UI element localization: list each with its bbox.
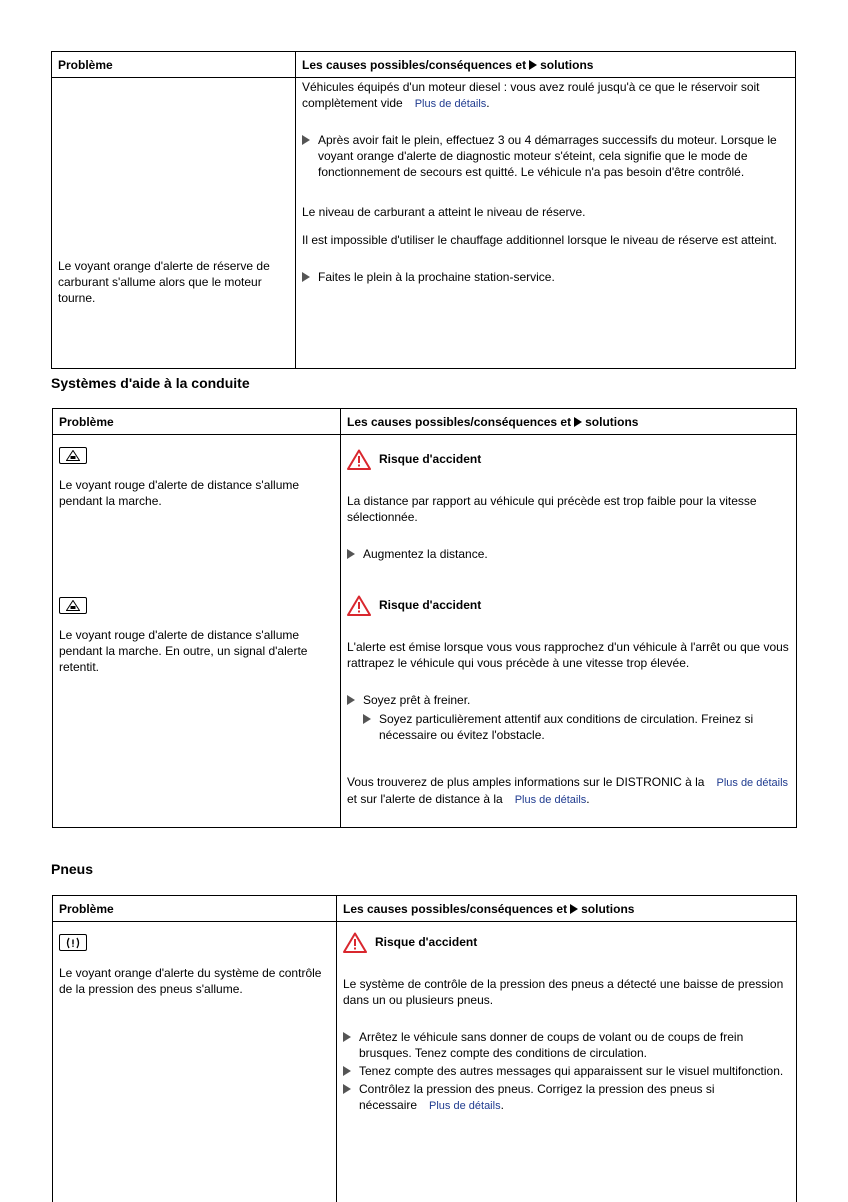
- arrow-right-icon: [574, 417, 582, 427]
- distance-warning-icon: [59, 597, 87, 614]
- problem-distance-light: Le voyant rouge d'alerte de distance s'allume pendant la marche.: [59, 477, 334, 509]
- details-link[interactable]: Plus de détails: [716, 777, 788, 789]
- warning-triangle-icon: [343, 932, 367, 953]
- header-problem: Problème: [53, 896, 337, 922]
- cause-distance: La distance par rapport au véhicule qui précède est trop faible pour la vitesse sélectionnée.: [347, 493, 790, 525]
- details-link[interactable]: Plus de détails: [415, 98, 487, 110]
- problem-cell: [53, 435, 341, 828]
- cause-heater: Il est impossible d'utiliser le chauffage additionnel lorsque le niveau de réserve est atteint.: [302, 232, 789, 248]
- causes-cell: [337, 922, 797, 1202]
- problem-distance-signal: Le voyant rouge d'alerte de distance s'allume pendant la marche. En outre, un signal d'alerte retentit.: [59, 627, 334, 675]
- section-title: Pneus: [51, 861, 93, 877]
- tire-pressure-icon: [59, 934, 87, 951]
- header-causes: Les causes possibles/conséquences et solutions: [337, 896, 797, 922]
- accident-warning: Risque d'accident: [347, 446, 790, 472]
- arrow-right-icon: [302, 272, 310, 282]
- cause-reserve: Le niveau de carburant a atteint le niveau de réserve.: [302, 204, 789, 220]
- warning-triangle-icon: [347, 595, 371, 616]
- solution-step: Augmentez la distance.: [347, 546, 790, 562]
- problem-cell: [52, 78, 296, 369]
- arrow-right-icon: [347, 549, 355, 559]
- distance-warning-icon: [59, 447, 87, 464]
- cause-tire-pressure: Le système de contrôle de la pression des pneus a détecté une baisse de pression dans un ou plusieurs pneus.: [343, 976, 790, 1008]
- header-causes: Les causes possibles/conséquences et solutions: [296, 52, 796, 78]
- details-link[interactable]: Plus de détails: [515, 794, 587, 806]
- cause-diesel: Véhicules équipés d'un moteur diesel : vous avez roulé jusqu'à ce que le réservoir soit complètement vide Plus de détails.: [302, 79, 789, 112]
- warning-triangle-icon: [347, 449, 371, 470]
- problem-fuel-reserve: Le voyant orange d'alerte de réserve de carburant s'allume alors que le moteur tourne.: [52, 78, 295, 312]
- arrow-right-icon: [347, 695, 355, 705]
- driving-assist-table: [52, 408, 797, 828]
- fuel-table: [51, 51, 796, 369]
- solution-step: Arrêtez le véhicule sans donner de coups de volant ou de coups de frein brusques. Tenez compte des conditions de circulation.: [343, 1029, 790, 1061]
- arrow-right-icon: [343, 1032, 351, 1042]
- accident-warning: Risque d'accident: [343, 929, 790, 955]
- arrow-right-icon: [529, 60, 537, 70]
- solution-step: Tenez compte des autres messages qui apparaissent sur le visuel multifonction.: [343, 1063, 790, 1079]
- solution-step: Après avoir fait le plein, effectuez 3 ou 4 démarrages successifs du moteur. Lorsque le voyant orange d'alerte de diagnostic moteur s'éteint, cela signifie que le mode de fonctionnement de secours est quitté. Le véhicule n'a pas besoin d'être contrôlé.: [302, 132, 789, 180]
- arrow-right-icon: [363, 714, 371, 724]
- solution-step: Contrôlez la pression des pneus. Corrigez la pression des pneus si nécessaire Plus de détails.: [343, 1081, 790, 1114]
- details-link[interactable]: Plus de détails: [429, 1100, 501, 1112]
- header-causes: Les causes possibles/conséquences et solutions: [341, 409, 797, 435]
- header-problem: Problème: [52, 52, 296, 78]
- header-problem: Problème: [53, 409, 341, 435]
- arrow-right-icon: [302, 135, 310, 145]
- solution-step: Soyez prêt à freiner.: [347, 692, 790, 708]
- more-info: Vous trouverez de plus amples informations sur le DISTRONIC à la Plus de détails et sur l'alerte de distance à la Plus de détails.: [347, 774, 790, 808]
- solution-step: Faites le plein à la prochaine station-service.: [302, 269, 789, 285]
- arrow-right-icon: [343, 1066, 351, 1076]
- problem-tire-pressure: Le voyant orange d'alerte du système de contrôle de la pression des pneus s'allume.: [59, 965, 330, 997]
- causes-cell: [341, 435, 797, 828]
- arrow-right-icon: [570, 904, 578, 914]
- causes-cell: [296, 78, 796, 369]
- accident-warning: Risque d'accident: [347, 592, 790, 618]
- tires-table: [52, 895, 797, 1202]
- cause-approach: L'alerte est émise lorsque vous vous rapprochez d'un véhicule à l'arrêt ou que vous rattrapez le véhicule qui vous précède à une vitesse trop élevée.: [347, 639, 790, 671]
- arrow-right-icon: [343, 1084, 351, 1094]
- problem-cell: [53, 922, 337, 1202]
- section-title: Systèmes d'aide à la conduite: [51, 375, 250, 391]
- solution-substep: Soyez particulièrement attentif aux conditions de circulation. Freinez si nécessaire ou évitez l'obstacle.: [347, 711, 790, 743]
